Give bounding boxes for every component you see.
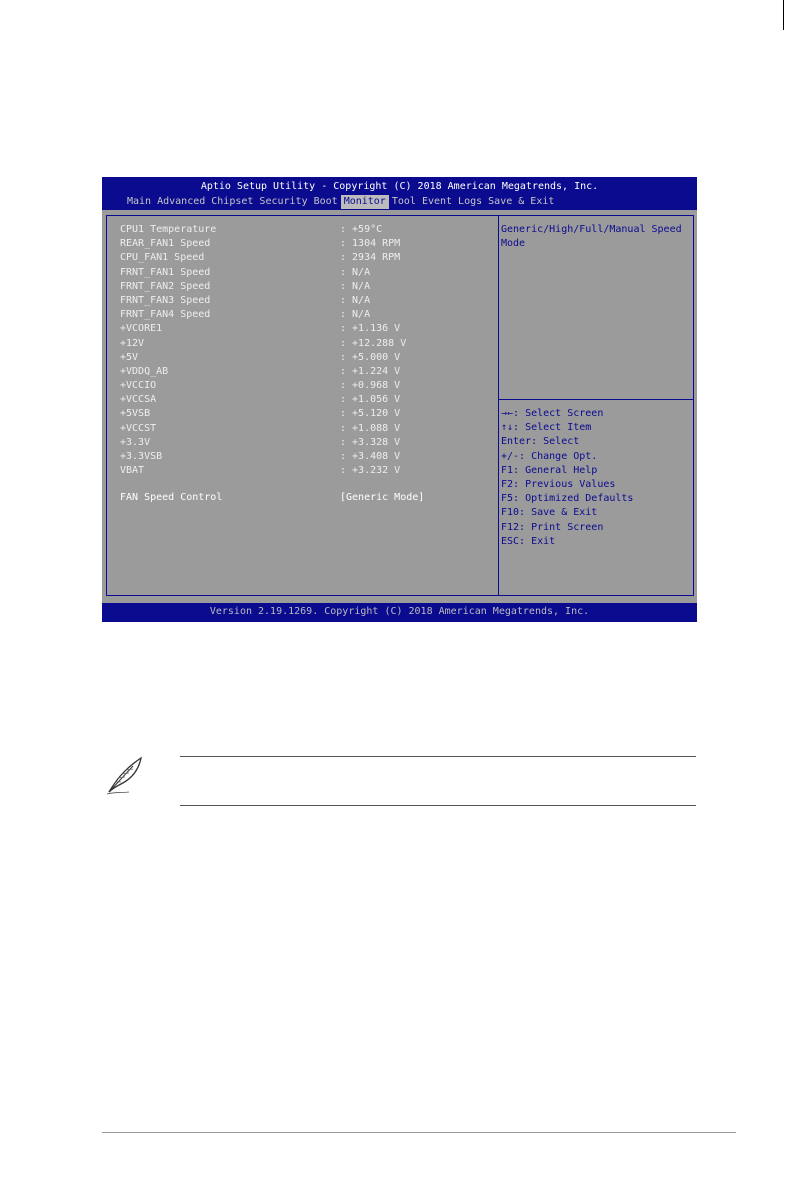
tab-tool[interactable]: Tool xyxy=(391,196,416,207)
row-value: : +3.328 V xyxy=(340,436,401,448)
row-label: +3.3V xyxy=(120,436,151,448)
tab-event-logs[interactable]: Event Logs xyxy=(421,196,483,207)
fan-speed-control-item[interactable] xyxy=(120,491,424,505)
tab-main[interactable]: Main xyxy=(127,196,152,207)
monitor-row-vddq-ab xyxy=(120,365,490,379)
fan-speed-control-value[interactable]: [Generic Mode] xyxy=(340,492,425,503)
monitor-row-3-3v xyxy=(120,436,490,450)
row-label: VBAT xyxy=(120,465,145,477)
row-value: : +1.136 V xyxy=(340,323,401,335)
row-value: : +1.056 V xyxy=(340,394,401,406)
row-label: +VCCIO xyxy=(120,380,157,392)
page-footer-rule xyxy=(102,1132,736,1133)
row-value: : +3.232 V xyxy=(340,465,401,477)
monitor-row-vbat xyxy=(120,464,490,478)
monitor-row-5v xyxy=(120,351,490,365)
bios-footer xyxy=(102,603,697,622)
key-hint-f12: F12: Print Screen xyxy=(501,521,604,533)
panel-divider xyxy=(498,215,499,596)
row-label: +12V xyxy=(120,337,145,349)
row-label: FRNT_FAN4 Speed xyxy=(120,309,211,321)
key-hint-f1: F1: General Help xyxy=(501,464,598,476)
monitor-row-vccst xyxy=(120,422,490,436)
note-top-rule xyxy=(180,756,696,757)
row-label: +VCORE1 xyxy=(120,323,163,335)
row-label: +VCCSA xyxy=(120,394,157,406)
row-value: : N/A xyxy=(340,266,371,278)
row-value: : +59°C xyxy=(340,224,383,235)
key-legend xyxy=(501,407,691,549)
bios-tab-bar xyxy=(124,195,557,209)
help-text: Generic/High/Full/Manual Speed Mode xyxy=(501,224,682,250)
bios-title-bar xyxy=(102,177,697,210)
row-label: FRNT_FAN1 Speed xyxy=(120,266,211,278)
monitor-list xyxy=(120,223,490,478)
row-label: +3.3VSB xyxy=(120,451,163,462)
key-hint-enter: Enter: Select xyxy=(501,436,580,448)
row-label: CPU_FAN1 Speed xyxy=(120,252,205,264)
bios-title: Aptio Setup Utility - Copyright (C) 2018 American Megatrends, Inc. xyxy=(200,181,599,192)
row-value: : +1.088 V xyxy=(340,422,401,434)
monitor-row-5vsb xyxy=(120,407,490,421)
row-value: : +3.408 V xyxy=(340,451,401,462)
row-label: FRNT_FAN3 Speed xyxy=(120,294,211,306)
key-hint-f2: F2: Previous Values xyxy=(501,478,616,490)
monitor-row-frnt-fan3 xyxy=(120,294,490,308)
key-hint-select-item: ↑↓: Select Item xyxy=(501,422,592,434)
monitor-row-vccio xyxy=(120,379,490,393)
monitor-row-frnt-fan4 xyxy=(120,308,490,322)
key-hint-f5: F5: Optimized Defaults xyxy=(501,493,634,505)
key-hint-esc: ESC: Exit xyxy=(501,535,556,547)
row-value: : 1304 RPM xyxy=(340,238,401,250)
monitor-row-vccsa xyxy=(120,393,490,407)
monitor-row-frnt-fan2 xyxy=(120,280,490,294)
monitor-row-vcore1 xyxy=(120,322,490,336)
row-label: +VDDQ_AB xyxy=(120,365,169,377)
bios-version-text: Version 2.19.1269. Copyright (C) 2018 American Megatrends, Inc. xyxy=(209,606,590,617)
tab-chipset[interactable]: Chipset xyxy=(211,196,254,207)
row-value: : N/A xyxy=(340,294,371,306)
row-value: : +5.000 V xyxy=(340,351,401,363)
key-hint-change-opt: +/-: Change Opt. xyxy=(501,450,598,462)
bios-screen xyxy=(102,177,697,622)
monitor-row-3-3vsb xyxy=(120,450,490,464)
row-value: : +1.224 V xyxy=(340,365,401,377)
row-value: : N/A xyxy=(340,280,371,292)
tab-security[interactable]: Security xyxy=(259,196,308,207)
row-value: : +12.288 V xyxy=(340,337,407,349)
row-label: REAR_FAN1 Speed xyxy=(120,238,211,250)
tab-monitor[interactable]: Monitor xyxy=(341,195,389,209)
tab-boot[interactable]: Boot xyxy=(313,196,338,207)
tab-advanced[interactable]: Advanced xyxy=(157,196,206,207)
row-value: : N/A xyxy=(340,309,371,321)
monitor-row-frnt-fan1 xyxy=(120,266,490,280)
page-edge-marker xyxy=(783,0,784,30)
key-hint-select-screen: →←: Select Screen xyxy=(501,408,604,419)
key-hint-f10: F10: Save & Exit xyxy=(501,507,598,519)
tab-save-exit[interactable]: Save & Exit xyxy=(488,196,555,207)
help-divider xyxy=(499,399,693,400)
monitor-row-cpu1-temperature xyxy=(120,223,490,237)
row-label: +VCCST xyxy=(120,422,157,434)
row-label: CPU1 Temperature xyxy=(120,224,217,235)
note-bottom-rule xyxy=(180,805,696,806)
monitor-row-rear-fan1 xyxy=(120,237,490,251)
feather-pen-icon xyxy=(103,752,147,796)
fan-speed-control-label: FAN Speed Control xyxy=(120,492,223,503)
row-value: : +0.968 V xyxy=(340,380,401,392)
monitor-row-cpu-fan1 xyxy=(120,251,490,265)
row-value: : 2934 RPM xyxy=(340,252,401,264)
monitor-row-12v xyxy=(120,337,490,351)
row-value: : +5.120 V xyxy=(340,408,401,420)
row-label: +5VSB xyxy=(120,408,151,420)
row-label: FRNT_FAN2 Speed xyxy=(120,280,211,292)
row-label: +5V xyxy=(120,351,139,363)
